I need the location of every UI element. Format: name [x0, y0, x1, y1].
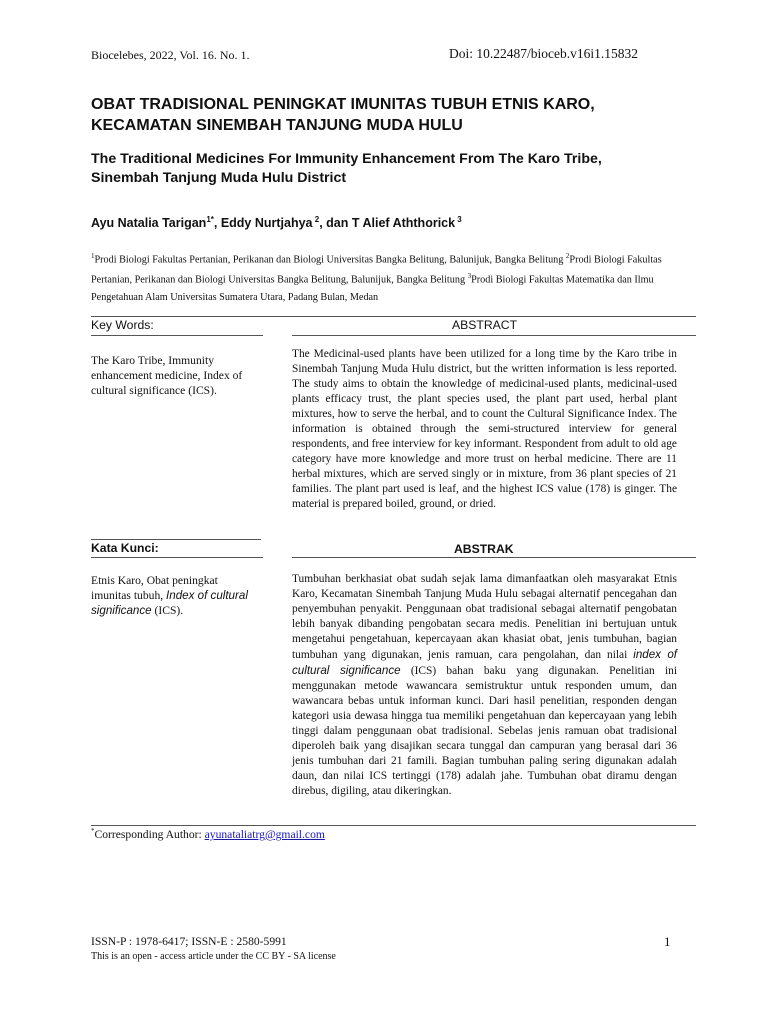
license-note: This is an open - access article under the CC BY - SA license — [91, 951, 336, 962]
abstract-underline — [292, 335, 696, 336]
kata-kunci-italic: Index of cultural significance — [91, 589, 248, 618]
affiliation-superscript: 1 — [91, 252, 95, 260]
kata-kunci-text-part1: Etnis Karo, Obat peningkat imunitas tubuh, — [91, 574, 218, 603]
abstrak-heading: ABSTRAK — [454, 542, 514, 556]
title-english — [91, 150, 691, 188]
affiliation-text: Prodi Biologi Fakultas Pertanian, Perikanan dan Biologi Universitas Bangka Belitung, Balunijuk, Bangka Belitung — [94, 254, 566, 266]
author-list — [91, 215, 462, 230]
title-english-line1: The Traditional Medicines For Immunity Enhancement From The Karo Tribe, — [91, 151, 602, 167]
abstrak-text-part2: (ICS) bahan baku yang digunakan. Penelitian ini menggunakan metode wawancara semistruktur untuk responden umum, dan wawancara bebas untuk informan kunci. Dari hasil penelitian, responden dengan kategori usia dewasa hingga tua memiliki pengetahuan dan kepercayaan yang lebih tinggi dalam penggunaan obat tradisional. Sebelas jenis ramuan obat tradisional diperoleh baik yang disajikan secara tunggal dan campuran yang berasal dari 36 jenis tumbuhan dari 21 famili. Bagian tumbuhan paling sering digunakan adalah daun, dan nilai ICS tertinggi (178) adalah jahe. Tumbuhan obat diramu dengan direbus, digiling, atau dikeringkan. — [292, 665, 677, 797]
affiliation-superscript: 3 — [467, 272, 472, 281]
title-english-line2: Sinembah Tanjung Muda Hulu District — [91, 170, 347, 186]
abstrak-italic: index of cultural significance — [292, 648, 677, 677]
kata-kunci-text-part2: (ICS). — [151, 604, 184, 618]
abstrak-text — [292, 572, 677, 799]
affiliation-superscript: 2 — [565, 252, 570, 260]
issn: ISSN-P : 1978-6417; ISSN-E : 2580-5991 — [91, 935, 287, 948]
abstract-text: The Medicinal-used plants have been utilized for a long time by the Karo tribe in Sinembah Tanjung Muda Hulu district, but the written information is less reported. The study aims to obtain the knowledge of medicinal-used plants, medicinal-used plants efficacy trust, the plant species used, the plant part used, herbal plant mixtures, how to serve the herbal, and to count the Cultural Significance Index. The information is obtained through the semi-structured interview for general respondents, and free interview for key informant. Respondent from adult to old age category have more knowledge and more trust on herbal medicine. There are 11 herbal mixtures, which are served singly or in mixture, from 36 plant species of 21 families. The plant part used is leaf, and the highest ICS value (178) is ginger. The material is prepared boiled, ground, or dried. — [292, 348, 677, 510]
affiliation-text: Prodi Biologi Fakultas Matematika dan Ilmu Pengetahuan Alam Universitas Sumatera Utara, Padang Bulan, Medan — [91, 274, 654, 303]
corresponding-asterisk: * — [91, 827, 95, 835]
doi: Doi: 10.22487/bioceb.v16i1.15832 — [449, 46, 638, 61]
author-superscript: 3 — [455, 215, 462, 224]
keywords-heading: Key Words: — [91, 318, 154, 332]
author-name: , Eddy Nurtjahya — [213, 216, 313, 231]
kata-kunci-overline — [91, 539, 261, 540]
author-superscript: 1* — [206, 215, 214, 224]
abstract-heading: ABSTRACT — [452, 318, 518, 332]
affiliations — [91, 248, 686, 306]
author-superscript: 2 — [312, 215, 320, 224]
author-name: Ayu Natalia Tarigan — [91, 216, 207, 231]
author-name: , dan T Alief Aththorick — [319, 216, 456, 231]
kata-kunci-heading: Kata Kunci: — [91, 541, 159, 555]
abstrak-text-part1: Tumbuhan berkhasiat obat sudah sejak lama dimanfaatkan oleh masyarakat Etnis Karo, Kecamatan Sinembah Tanjung Muda Hulu sebagai alternatif pencegahan dan penyembuhan penyakit. Penggunaan obat tradisional sebagai alternatif pengobatan lebih banyak dibanding pengobatan secara medis. Penelitian ini bertujuan untuk mengetahui pengetahuan, kepercayaan akan khasiat obat, jenis tumbuhan, bagian tumbuhan yang digunakan, jenis ramuan, cara pengolahan, dan nilai — [292, 573, 677, 661]
abstrak-underline — [292, 557, 696, 558]
keywords-text: The Karo Tribe, Immunity enhancement medicine, Index of cultural significance (ICS). — [91, 354, 243, 398]
corresponding-email-link[interactable]: ayunataliatrg@gmail.com — [204, 827, 325, 841]
journal-reference: Biocelebes, 2022, Vol. 16. No. 1. — [91, 48, 250, 62]
corresponding-author — [91, 827, 325, 841]
footer-divider — [91, 825, 696, 826]
affiliation-text: Prodi Biologi Fakultas Pertanian, Perikanan dan Biologi Universitas Bangka Belitung, Balunijuk, Bangka Belitung — [91, 254, 662, 286]
title-indonesian-line2: KECAMATAN SINEMBAH TANJUNG MUDA HULU — [91, 117, 463, 134]
corresponding-label: Corresponding Author: — [94, 827, 205, 841]
page-number: 1 — [664, 934, 671, 949]
kata-kunci-underline — [91, 557, 263, 558]
section-divider — [91, 316, 696, 317]
keywords-underline — [91, 335, 263, 336]
kata-kunci-text — [91, 573, 251, 619]
title-indonesian — [91, 94, 691, 136]
title-indonesian-line1: OBAT TRADISIONAL PENINGKAT IMUNITAS TUBUH ETNIS KARO, — [91, 96, 595, 113]
